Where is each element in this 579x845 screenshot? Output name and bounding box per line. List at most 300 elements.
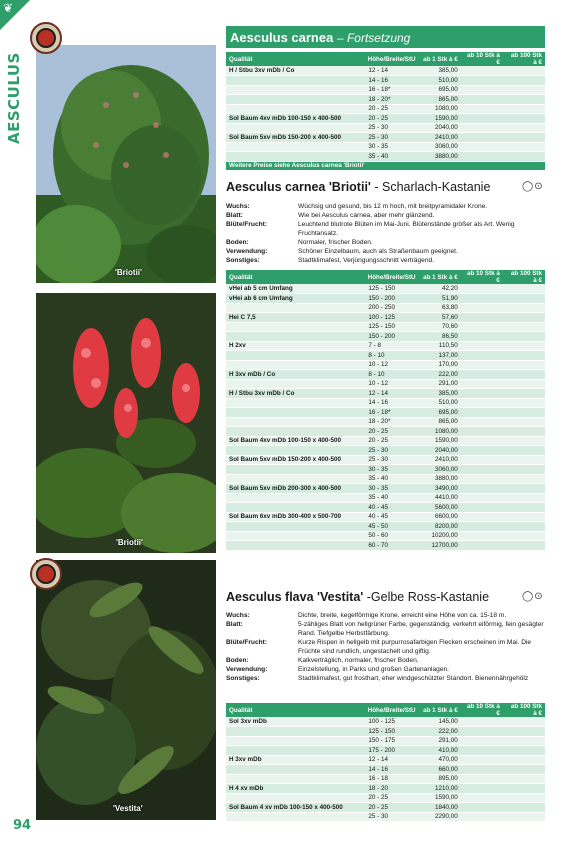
table-row — [226, 389, 545, 399]
price-cell: 5600,00 — [419, 503, 461, 513]
price-cell: 2410,00 — [419, 133, 461, 143]
empty-price-cell — [461, 474, 503, 484]
table-row — [226, 465, 545, 475]
size-cell: 60 - 70 — [356, 541, 418, 551]
empty-price-cell — [503, 95, 545, 105]
price-table — [226, 270, 545, 551]
quality-cell — [226, 446, 356, 456]
column-header: ab 100 Stk à € — [503, 270, 545, 284]
description-row — [226, 620, 545, 638]
product-description — [226, 611, 545, 683]
price-cell: 222,00 — [419, 370, 461, 380]
empty-price-cell — [503, 104, 545, 114]
quality-cell — [226, 379, 356, 389]
empty-price-cell — [461, 493, 503, 503]
table-row — [226, 746, 545, 756]
quality-cell — [226, 774, 356, 784]
table-row — [226, 446, 545, 456]
description-row — [226, 256, 545, 265]
table-row — [226, 522, 545, 532]
empty-price-cell — [461, 765, 503, 775]
column-header: Höhe/Breite/StU — [356, 703, 418, 717]
price-cell: 4410,00 — [419, 493, 461, 503]
empty-price-cell — [503, 76, 545, 86]
empty-price-cell — [461, 341, 503, 351]
column-header: Höhe/Breite/StU — [356, 52, 418, 66]
description-label: Sonstiges: — [226, 257, 260, 264]
sun-shade-icons: ◯⊙ — [522, 591, 544, 602]
empty-price-cell — [503, 398, 545, 408]
quality-cell: Sol Baum 5xv mDb 200-300 x 400-500 — [226, 484, 356, 494]
section-subtitle: – Fortsetzung — [336, 31, 411, 45]
size-cell: 18 - 20* — [356, 95, 418, 105]
column-header: ab 100 Stk à € — [503, 703, 545, 717]
empty-price-cell — [503, 512, 545, 522]
empty-price-cell — [461, 717, 503, 727]
quality-cell — [226, 360, 356, 370]
empty-price-cell — [503, 793, 545, 803]
empty-price-cell — [461, 541, 503, 551]
price-cell: 385,00 — [419, 66, 461, 76]
empty-price-cell — [503, 284, 545, 294]
table-row — [226, 455, 545, 465]
table-row — [226, 765, 545, 775]
price-cell: 660,00 — [419, 765, 461, 775]
empty-price-cell — [461, 379, 503, 389]
product-name: Aesculus carnea 'Briotii' — [226, 180, 371, 194]
size-cell: 14 - 16 — [356, 76, 418, 86]
size-cell: 150 - 175 — [356, 736, 418, 746]
quality-cell — [226, 142, 356, 152]
table-row — [226, 303, 545, 313]
photo-caption: 'Vestita' — [113, 804, 143, 813]
section-header — [226, 26, 545, 48]
description-row — [226, 638, 545, 656]
table-row — [226, 398, 545, 408]
table-row — [226, 284, 545, 294]
description-value: Normaler, frischer Boden. — [298, 239, 373, 246]
empty-price-cell — [461, 370, 503, 380]
size-cell: 45 - 50 — [356, 522, 418, 532]
price-cell: 470,00 — [419, 755, 461, 765]
quality-cell — [226, 474, 356, 484]
column-header: Höhe/Breite/StU — [356, 270, 418, 284]
empty-price-cell — [461, 85, 503, 95]
description-row — [226, 665, 545, 674]
size-cell: 16 - 18 — [356, 774, 418, 784]
size-cell: 125 - 150 — [356, 284, 418, 294]
quality-cell — [226, 765, 356, 775]
description-value: Stadtklimafest, gut frosthart, eher windgeschützter Standort. Bienennährgehölz — [298, 675, 529, 682]
price-cell: 865,00 — [419, 95, 461, 105]
size-cell: 150 - 200 — [356, 294, 418, 304]
size-cell: 175 - 200 — [356, 746, 418, 756]
description-value: Schöner Einzelbaum, auch als Straßenbaum geeignet. — [298, 248, 458, 255]
price-cell: 3060,00 — [419, 142, 461, 152]
nursery-logo — [30, 558, 62, 590]
size-cell: 20 - 25 — [356, 104, 418, 114]
empty-price-cell — [461, 427, 503, 437]
price-cell: 86,50 — [419, 332, 461, 342]
description-label: Wuchs: — [226, 612, 250, 619]
table-row — [226, 793, 545, 803]
table-row — [226, 66, 545, 76]
quality-cell — [226, 417, 356, 427]
quality-cell: H 3xv mDb — [226, 755, 356, 765]
empty-price-cell — [461, 512, 503, 522]
table-row — [226, 812, 545, 822]
quality-cell: Sol Baum 6xv mDb 300-400 x 500-700 — [226, 512, 356, 522]
size-cell: 50 - 60 — [356, 531, 418, 541]
empty-price-cell — [461, 284, 503, 294]
table-row — [226, 370, 545, 380]
empty-price-cell — [461, 313, 503, 323]
empty-price-cell — [461, 746, 503, 756]
description-value: 5-zähliges Blatt von hellgrüner Farbe, gegenständig, verkehrt eiförmig, fein gesägter Rand. Tiefgelbe Herbstfärbung. — [298, 621, 544, 637]
description-value: Wüchsig und gesund, bis 12 m hoch, mit breitpyramidaler Krone. — [298, 203, 488, 210]
price-cell: 57,60 — [419, 313, 461, 323]
description-label: Verwendung: — [226, 248, 268, 255]
price-cell: 2040,00 — [419, 123, 461, 133]
price-cell: 145,00 — [419, 717, 461, 727]
price-cell: 1080,00 — [419, 427, 461, 437]
quality-cell — [226, 123, 356, 133]
quality-cell — [226, 332, 356, 342]
empty-price-cell — [503, 332, 545, 342]
price-cell: 51,90 — [419, 294, 461, 304]
price-table — [226, 52, 545, 171]
price-cell: 3880,00 — [419, 152, 461, 162]
description-value: Stadtklimafest, Verjüngungsschnitt verträgend. — [298, 257, 434, 264]
quality-cell — [226, 152, 356, 162]
quality-cell: Sol 3xv mDb — [226, 717, 356, 727]
description-label: Boden: — [226, 657, 249, 664]
empty-price-cell — [461, 774, 503, 784]
table-row — [226, 332, 545, 342]
empty-price-cell — [503, 417, 545, 427]
empty-price-cell — [461, 455, 503, 465]
empty-price-cell — [461, 408, 503, 418]
photo-caption: 'Briotii' — [116, 538, 143, 547]
empty-price-cell — [503, 784, 545, 794]
quality-cell — [226, 408, 356, 418]
description-value: Dichte, breite, kegelförmige Krone, erreicht eine Höhe von ca. 15-18 m. — [298, 612, 507, 619]
quality-cell — [226, 522, 356, 532]
size-cell: 200 - 250 — [356, 303, 418, 313]
empty-price-cell — [461, 152, 503, 162]
size-cell: 8 - 10 — [356, 351, 418, 361]
empty-price-cell — [503, 765, 545, 775]
size-cell: 125 - 150 — [356, 727, 418, 737]
size-cell: 35 - 40 — [356, 474, 418, 484]
price-table — [226, 703, 545, 822]
empty-price-cell — [461, 303, 503, 313]
size-cell: 30 - 35 — [356, 465, 418, 475]
empty-price-cell — [461, 793, 503, 803]
empty-price-cell — [461, 417, 503, 427]
column-header: Qualität — [226, 270, 356, 284]
quality-cell — [226, 746, 356, 756]
empty-price-cell — [503, 446, 545, 456]
size-cell: 10 - 12 — [356, 379, 418, 389]
description-label: Blüte/Frucht: — [226, 639, 268, 646]
empty-price-cell — [461, 736, 503, 746]
empty-price-cell — [503, 114, 545, 124]
empty-price-cell — [503, 313, 545, 323]
column-header: Qualität — [226, 52, 356, 66]
table-row — [226, 313, 545, 323]
table-row — [226, 142, 545, 152]
size-cell: 16 - 18* — [356, 85, 418, 95]
quality-cell: Sol Baum 4xv mDb 100-150 x 400-500 — [226, 436, 356, 446]
quality-cell: H 2xv — [226, 341, 356, 351]
column-header: ab 10 Stk à € — [461, 52, 503, 66]
empty-price-cell — [461, 66, 503, 76]
description-row — [226, 211, 545, 220]
size-cell: 18 - 20 — [356, 784, 418, 794]
quality-cell: Hei C 7,5 — [226, 313, 356, 323]
empty-price-cell — [461, 812, 503, 822]
quality-cell: vHei ab 5 cm Umfang — [226, 284, 356, 294]
quality-cell — [226, 322, 356, 332]
description-row — [226, 674, 545, 683]
description-row — [226, 202, 545, 211]
size-cell: 40 - 45 — [356, 512, 418, 522]
empty-price-cell — [503, 774, 545, 784]
size-cell: 35 - 40 — [356, 493, 418, 503]
table-row — [226, 379, 545, 389]
size-cell: 20 - 25 — [356, 114, 418, 124]
size-cell: 20 - 25 — [356, 793, 418, 803]
price-cell: 63,80 — [419, 303, 461, 313]
empty-price-cell — [503, 803, 545, 813]
size-cell: 7 - 8 — [356, 341, 418, 351]
quality-cell — [226, 531, 356, 541]
photo-vestita — [36, 560, 216, 820]
table-row — [226, 717, 545, 727]
quality-cell — [226, 351, 356, 361]
empty-price-cell — [461, 332, 503, 342]
price-cell: 170,00 — [419, 360, 461, 370]
quality-cell: H / Stbu 3xv mDb / Co — [226, 66, 356, 76]
quality-cell — [226, 503, 356, 513]
price-cell: 510,00 — [419, 76, 461, 86]
empty-price-cell — [503, 360, 545, 370]
column-header: ab 1 Stk à € — [419, 52, 461, 66]
price-cell: 410,00 — [419, 746, 461, 756]
empty-price-cell — [461, 446, 503, 456]
table-row — [226, 360, 545, 370]
table-row — [226, 755, 545, 765]
price-cell: 3060,00 — [419, 465, 461, 475]
table-row — [226, 95, 545, 105]
table-row — [226, 152, 545, 162]
leaf-icon: ❦ — [3, 1, 14, 15]
empty-price-cell — [461, 123, 503, 133]
price-cell: 12700,00 — [419, 541, 461, 551]
empty-price-cell — [461, 522, 503, 532]
empty-price-cell — [461, 803, 503, 813]
table-row — [226, 408, 545, 418]
page-number: 94 — [13, 818, 32, 833]
price-cell: 2040,00 — [419, 446, 461, 456]
empty-price-cell — [503, 455, 545, 465]
quality-cell — [226, 793, 356, 803]
empty-price-cell — [503, 427, 545, 437]
description-row — [226, 220, 545, 238]
product-description — [226, 202, 545, 265]
size-cell: 20 - 25 — [356, 803, 418, 813]
price-cell: 70,60 — [419, 322, 461, 332]
quality-cell — [226, 736, 356, 746]
empty-price-cell — [503, 541, 545, 551]
quality-cell — [226, 727, 356, 737]
photo-briotii-tree — [36, 45, 216, 283]
quality-cell: Sol Baum 4 xv mDb 100-150 x 400-500 — [226, 803, 356, 813]
size-cell: 25 - 30 — [356, 812, 418, 822]
quality-cell: Sol Baum 5xv mDb 150-200 x 400-500 — [226, 455, 356, 465]
empty-price-cell — [503, 484, 545, 494]
table-row — [226, 541, 545, 551]
size-cell: 30 - 35 — [356, 142, 418, 152]
size-cell: 12 - 14 — [356, 66, 418, 76]
product-title — [226, 590, 489, 604]
empty-price-cell — [503, 474, 545, 484]
side-title: AESCULUS — [5, 52, 23, 144]
sun-shade-icons: ◯⊙ — [522, 181, 544, 192]
product-common-name: - Scharlach-Kastanie — [370, 180, 491, 194]
table-row — [226, 493, 545, 503]
description-row — [226, 238, 545, 247]
price-cell: 222,00 — [419, 727, 461, 737]
table-row — [226, 85, 545, 95]
empty-price-cell — [461, 531, 503, 541]
table-row — [226, 351, 545, 361]
table-row — [226, 774, 545, 784]
price-cell: 2290,00 — [419, 812, 461, 822]
empty-price-cell — [503, 85, 545, 95]
product-common-name: -Gelbe Ross-Kastanie — [363, 590, 490, 604]
column-header: ab 1 Stk à € — [419, 703, 461, 717]
empty-price-cell — [461, 389, 503, 399]
table-row — [226, 803, 545, 813]
photo-briotii-flowers — [36, 293, 216, 553]
empty-price-cell — [503, 746, 545, 756]
empty-price-cell — [503, 503, 545, 513]
price-cell: 6600,00 — [419, 512, 461, 522]
price-cell: 3490,00 — [419, 484, 461, 494]
column-header: ab 1 Stk à € — [419, 270, 461, 284]
size-cell: 16 - 18* — [356, 408, 418, 418]
empty-price-cell — [503, 812, 545, 822]
empty-price-cell — [461, 755, 503, 765]
table-row — [226, 512, 545, 522]
price-cell: 695,00 — [419, 85, 461, 95]
size-cell: 150 - 200 — [356, 332, 418, 342]
empty-price-cell — [503, 755, 545, 765]
table-row — [226, 322, 545, 332]
size-cell: 25 - 30 — [356, 133, 418, 143]
product-name: Aesculus flava 'Vestita' — [226, 590, 364, 604]
table-row — [226, 341, 545, 351]
column-header: Qualität — [226, 703, 356, 717]
size-cell: 20 - 25 — [356, 427, 418, 437]
size-cell: 30 - 35 — [356, 484, 418, 494]
size-cell: 125 - 150 — [356, 322, 418, 332]
table-row — [226, 727, 545, 737]
quality-cell: H 3xv mDb / Co — [226, 370, 356, 380]
description-label: Boden: — [226, 239, 249, 246]
empty-price-cell — [461, 95, 503, 105]
price-cell: 895,00 — [419, 774, 461, 784]
empty-price-cell — [461, 784, 503, 794]
price-cell: 865,00 — [419, 417, 461, 427]
description-label: Blüte/Frucht: — [226, 221, 268, 228]
size-cell: 14 - 16 — [356, 765, 418, 775]
size-cell: 20 - 25 — [356, 436, 418, 446]
price-cell: 1080,00 — [419, 104, 461, 114]
size-cell: 12 - 14 — [356, 755, 418, 765]
table-row — [226, 784, 545, 794]
table-row — [226, 417, 545, 427]
table-row — [226, 294, 545, 304]
size-cell: 100 - 125 — [356, 313, 418, 323]
empty-price-cell — [461, 727, 503, 737]
empty-price-cell — [461, 398, 503, 408]
table-row — [226, 133, 545, 143]
quality-cell — [226, 303, 356, 313]
empty-price-cell — [503, 351, 545, 361]
empty-price-cell — [503, 322, 545, 332]
empty-price-cell — [461, 465, 503, 475]
nursery-logo — [30, 22, 62, 54]
description-label: Blatt: — [226, 621, 243, 628]
price-cell: 291,00 — [419, 736, 461, 746]
quality-cell: Sol Baum 5xv mDb 150-200 x 400-500 — [226, 133, 356, 143]
section-title: Aesculus carnea — [230, 30, 334, 45]
column-header: ab 100 Stk à € — [503, 52, 545, 66]
empty-price-cell — [503, 123, 545, 133]
photo-caption: 'Briotii' — [115, 268, 142, 277]
empty-price-cell — [461, 142, 503, 152]
table-row — [226, 503, 545, 513]
table-row — [226, 531, 545, 541]
table-row — [226, 436, 545, 446]
description-value: Kurze Rispen in hellgelb mit purpurrosafarbigen Flecken erscheinen im Mai. Die Früchte sind rundlich, ungestachelt und giftig. — [298, 639, 532, 655]
size-cell: 12 - 14 — [356, 389, 418, 399]
price-cell: 1840,00 — [419, 803, 461, 813]
quality-cell — [226, 465, 356, 475]
table-row — [226, 484, 545, 494]
quality-cell: H 4 xv mDb — [226, 784, 356, 794]
product-title — [226, 180, 490, 194]
description-label: Blatt: — [226, 212, 243, 219]
description-row — [226, 611, 545, 620]
empty-price-cell — [503, 717, 545, 727]
empty-price-cell — [461, 360, 503, 370]
empty-price-cell — [461, 114, 503, 124]
empty-price-cell — [503, 303, 545, 313]
description-row — [226, 247, 545, 256]
empty-price-cell — [461, 76, 503, 86]
empty-price-cell — [503, 66, 545, 76]
price-cell: 8200,00 — [419, 522, 461, 532]
empty-price-cell — [503, 341, 545, 351]
price-cell: 110,50 — [419, 341, 461, 351]
price-cell: 137,00 — [419, 351, 461, 361]
empty-price-cell — [503, 408, 545, 418]
size-cell: 10 - 12 — [356, 360, 418, 370]
